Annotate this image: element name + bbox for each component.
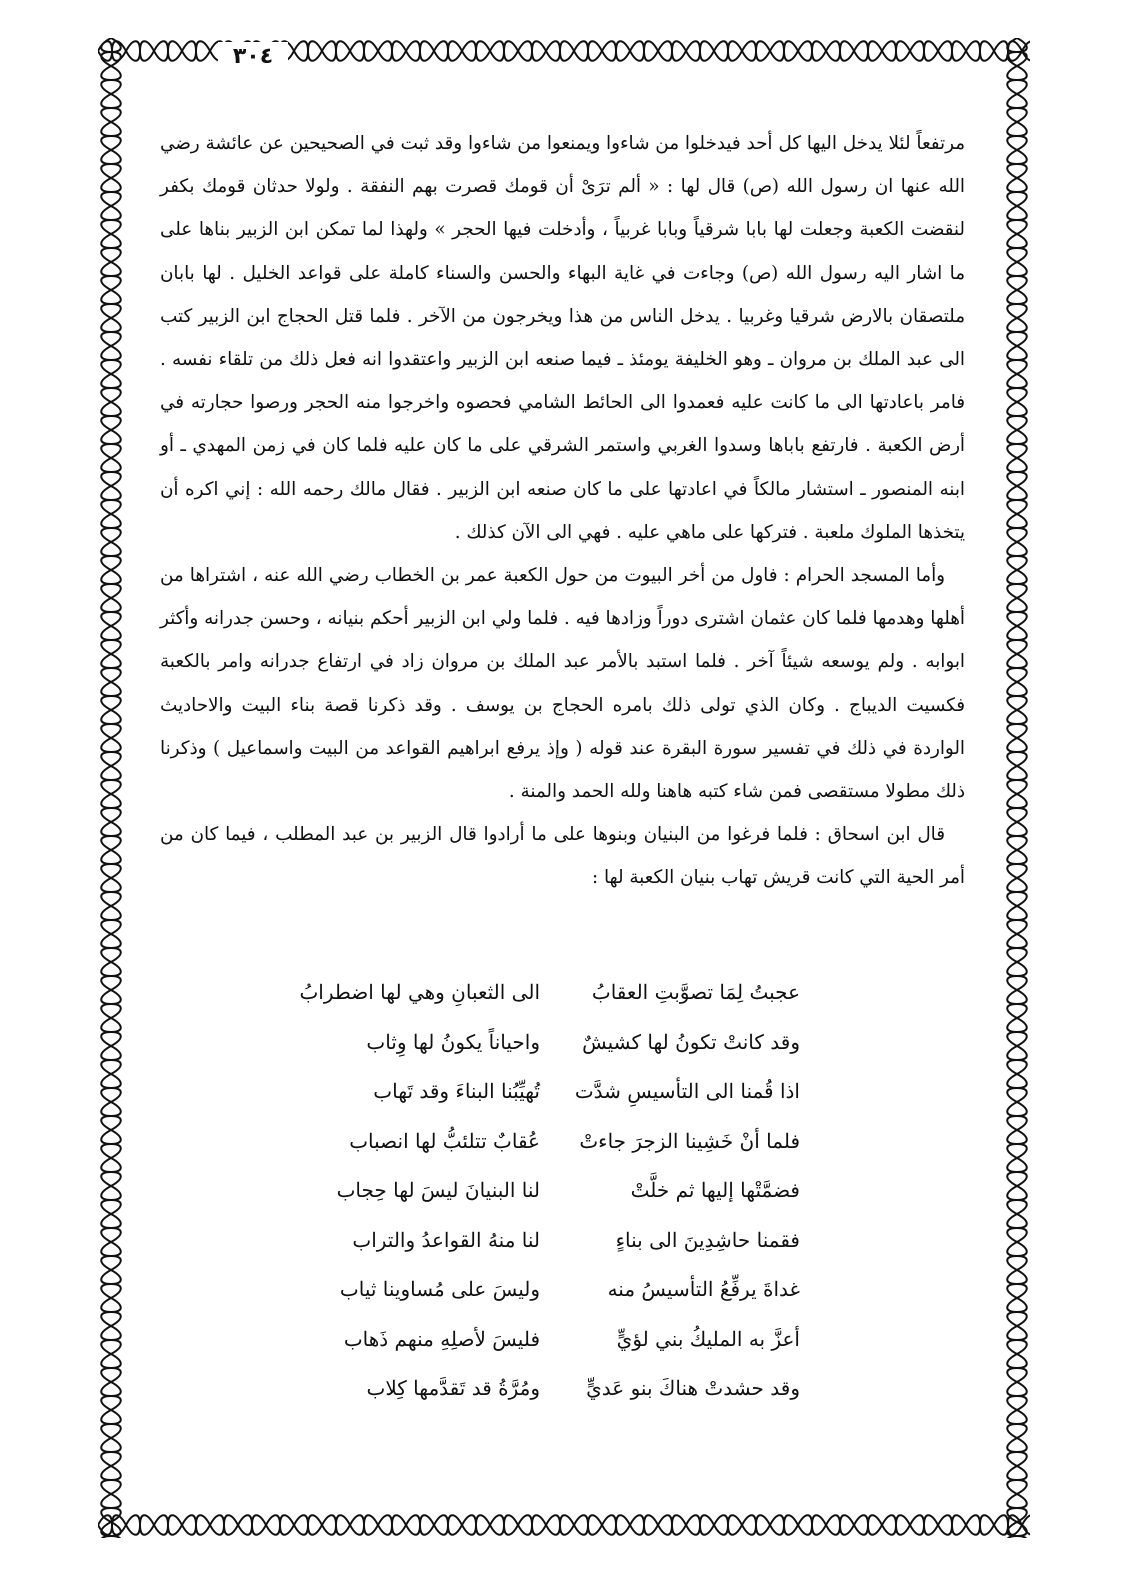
first-hemistich: غداةَ يرفِّعُ التأسيسُ منه — [607, 1277, 800, 1301]
poem-verse — [300, 1216, 800, 1266]
poem-verse — [300, 1265, 800, 1315]
poem — [300, 968, 800, 1414]
poem-verse — [300, 1166, 800, 1216]
second-hemistich: وليسَ على مُساوينا ثياب — [339, 1277, 540, 1301]
second-hemistich: ومُرَّةُ قد تَقدَّمها كِلاب — [366, 1376, 540, 1400]
bottom-border-ornament — [98, 1512, 1030, 1538]
poem-verse — [300, 1067, 800, 1117]
body-text — [160, 122, 965, 900]
right-border-ornament — [1004, 38, 1030, 1538]
first-hemistich: فقمنا حاشِدِينَ الى بناءٍ — [615, 1227, 800, 1252]
page-number: ٣٠٤ — [218, 42, 288, 72]
poem-verse — [300, 1315, 800, 1365]
paragraph-1: مرتفعاً لئلا يدخل اليها كل أحد فيدخلوا من شاءوا ويمنعوا من شاءوا وقد ثبت في الصحيحين عن عائشة رضي الله عنها ان رسول الله (ص) قال لها : « ألم ترَىْ أن قومك قصرت بهم النفقة . ولولا حدثان قومك بكفر لنقضت الكعبة وجعلت لها بابا شرقياً وبابا غربياً ، وأدخلت فيها الحجر » ولهذا لما تمكن ابن الزبير بناها على ما اشار اليه رسول الله (ص) وجاءت في غاية البهاء والحسن والسناء كاملة على قواعد الخليل . لها بابان ملتصقان بالارض شرقيا وغربيا . يدخل الناس من هذا ويخرجون من الآخر . فلما قتل الحجاج ابن الزبير كتب الى عبد الملك بن مروان ـ وهو الخليفة يومئذ ـ فيما صنعه ابن الزبير واعتقدوا انه فعل ذلك من تلقاء نفسه . فامر باعادتها الى ما كانت عليه فعمدوا الى الحائط الشامي فحصوه واخرجوا منه الحجر ورصوا حجارته في أرض الكعبة . فارتفع باباها وسدوا الغربي واستمر الشرقي على ما كان عليه فلما كان في زمن المهدي ـ أو ابنه المنصور ـ استشار مالكاً في اعادتها على ما كان صنعه ابن الزبير . فقال مالك رحمه الله : إني اكره أن يتخذها الملوك ملعبة . فتركها على ماهي عليه . فهي الى الآن كذلك . — [160, 133, 965, 543]
poem-verse — [300, 968, 800, 1018]
first-hemistich: أعزَّ به المليكُ بني لؤيٍّ — [616, 1326, 800, 1351]
paragraph-3: قال ابن اسحاق : فلما فرغوا من البنيان وبنوها على ما أرادوا قال الزبير بن عبد المطلب ، فيما كان من أمر الحية التي كانت قريش تهاب بنيان الكعبة لها : — [160, 824, 965, 889]
first-hemistich: وقد حشدتْ هناكَ بنو عَديٍّ — [586, 1376, 800, 1400]
first-hemistich: عجبتُ لِمَا تصوَّبتِ العقابُ — [591, 980, 800, 1004]
second-hemistich: الى الثعبانِ وهي لها اضطرابُ — [299, 980, 540, 1004]
second-hemistich: تُهيِّبُنا البناءَ وقد تَهاب — [373, 1079, 540, 1103]
second-hemistich: لنا البنيانَ ليسَ لها حِجاب — [336, 1178, 540, 1202]
second-hemistich: عُقابٌ تتلئبُّ لها انصباب — [349, 1128, 540, 1153]
first-hemistich: اذا قُمنا الى التأسيسِ شدَّت — [574, 1079, 800, 1103]
second-hemistich: لنا منهُ القواعدُ والتراب — [352, 1227, 540, 1252]
second-hemistich: واحياناً يكونُ لها وِثاب — [366, 1029, 540, 1054]
first-hemistich: فضمَّتْها إليها ثم خلَّتْ — [630, 1178, 800, 1202]
left-border-ornament — [98, 38, 124, 1538]
poem-verse — [300, 1364, 800, 1414]
poem-verse — [300, 1117, 800, 1167]
poem-verse — [300, 1018, 800, 1068]
paragraph-2: وأما المسجد الحرام : فاول من أخر البيوت من حول الكعبة عمر بن الخطاب رضي الله عنه ، اشتراها من أهلها وهدمها فلما كان عثمان اشترى دوراً وزادها فيه . فلما ولي ابن الزبير أحكم بنيانه ، وحسن جدرانه وأكثر ابوابه . ولم يوسعه شيئاً آخر . فلما استبد بالأمر عبد الملك بن مروان زاد في ارتفاع جدرانه وامر بالكعبة فكسيت الديباج . وكان الذي تولى ذلك بامره الحجاج بن يوسف . وقد ذكرنا قصة بناء البيت والاحاديث الواردة في ذلك في تفسير سورة البقرة عند قوله ( وإذ يرفع ابراهيم القواعد من البيت واسماعيل ) وذكرنا ذلك مطولا مستقصى فمن شاء كتبه هاهنا ولله الحمد والمنة . — [160, 565, 965, 803]
second-hemistich: فليسَ لأصلِهِ منهم ذَهاب — [343, 1326, 540, 1351]
first-hemistich: وقد كانتْ تكونُ لها كشيشٌ — [582, 1029, 800, 1054]
first-hemistich: فلما أنْ خَشِينا الزجرَ جاءتْ — [579, 1128, 800, 1153]
